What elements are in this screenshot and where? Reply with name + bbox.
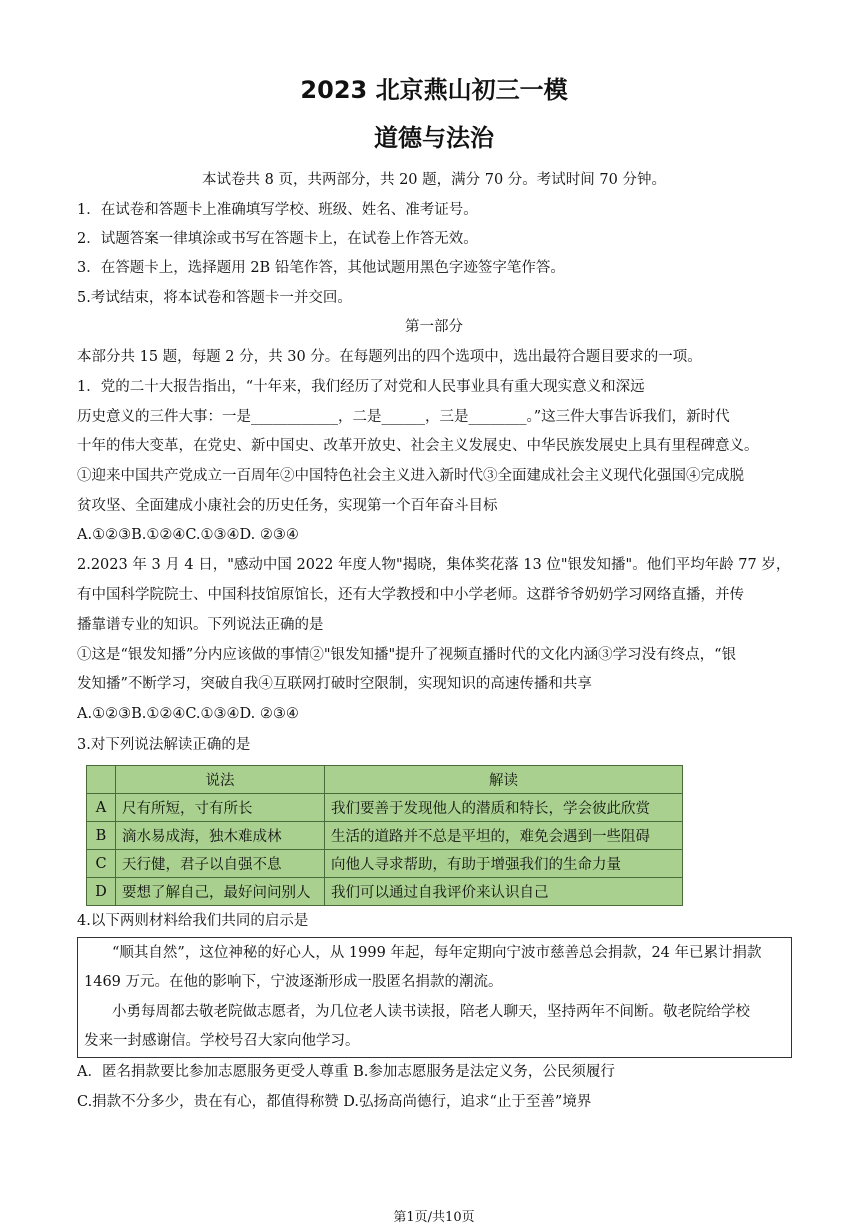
exam-title: 2023 北京燕山初三一模 (300, 76, 568, 104)
q2-line: ①这是“银发知播”分内应该做的事情②"银发知播"提升了视频直播时代的文化内涵③学习没有终点，“银 (77, 647, 737, 663)
material-line: 发来一封感谢信。学校号召大家向他学习。 (84, 1033, 360, 1049)
note-1: 1．在试卷和答题卡上准确填写学校、班级、姓名、准考证号。 (77, 202, 478, 218)
part-instruction: 本部分共 15 题，每题 2 分，共 30 分。在每题列出的四个选项中，选出最符合题目要求的一项。 (77, 349, 702, 365)
q1-line: 贫攻坚、全面建成小康社会的历史任务，实现第一个百年奋斗目标 (77, 498, 498, 514)
row-reading: 向他人寻求帮助，有助于增强我们的生命力量 (325, 850, 683, 878)
q1-line: 1．党的二十大报告指出，“十年来，我们经历了对党和人民事业具有重大现实意义和深远 (77, 379, 645, 395)
q2-line: 有中国科学院院士、中国科技馆原馆长，还有大学教授和中小学老师。这群爷爷奶奶学习网络直播，并传 (77, 587, 744, 603)
q4-options: A．匿名捐款要比参加志愿服务更受人尊重 B.参加志愿服务是法定义务，公民须履行 (77, 1064, 615, 1080)
table-row (87, 878, 683, 906)
page-number: 第1页/共10页 (393, 1210, 475, 1225)
q3-stem: 3.对下列说法解读正确的是 (77, 737, 251, 753)
q1-options: A.①②③B.①②④C.①③④D. ②③④ (77, 527, 299, 543)
row-key: D (87, 878, 116, 906)
note-2: 2．试题答案一律填涂或书写在答题卡上，在试卷上作答无效。 (77, 231, 478, 247)
note-5: 5.考试结束，将本试卷和答题卡一并交回。 (77, 290, 352, 306)
q2-line: 2.2023 年 3 月 4 日，"感动中国 2022 年度人物"揭晓，集体奖花落 13 位"银发知播"。他们平均年龄 77 岁， (77, 557, 791, 573)
table-row (87, 794, 683, 822)
q1-line: ①迎来中国共产党成立一百周年②中国特色社会主义进入新时代③全面建成社会主义现代化强国④完成脱 (77, 468, 744, 484)
row-reading: 我们可以通过自我评价来认识自己 (325, 878, 683, 906)
part-heading: 第一部分 (405, 319, 463, 335)
row-reading: 生活的道路并不总是平坦的，难免会遇到一些阻碍 (325, 822, 683, 850)
material-line: 1469 万元。在他的影响下，宁波逐渐形成一股匿名捐款的潮流。 (84, 974, 503, 990)
material-line: 小勇每周都去敬老院做志愿者，为几位老人读书读报，陪老人聊天，坚持两年不间断。敬老院给学校 (112, 1004, 750, 1020)
q2-line: 发知播”不断学习，突破自我④互联网打破时空限制，实现知识的高速传播和共享 (77, 676, 592, 692)
table-header-saying: 说法 (116, 766, 325, 794)
table-header-key (87, 766, 116, 794)
row-key: C (87, 850, 116, 878)
table-header-row (87, 766, 683, 794)
table-row (87, 822, 683, 850)
row-key: A (87, 794, 116, 822)
row-saying: 滴水易成海，独木难成林 (116, 822, 325, 850)
exam-summary: 本试卷共 8 页，共两部分，共 20 题，满分 70 分。考试时间 70 分钟。 (202, 172, 666, 188)
row-saying: 要想了解自己，最好问问别人 (116, 878, 325, 906)
q1-line: 历史意义的三件大事：一是____________，二是______，三是________。”这三件大事告诉我们，新时代 (77, 409, 730, 425)
row-saying: 尺有所短，寸有所长 (116, 794, 325, 822)
q4-material-box (77, 937, 792, 1058)
q4-options: C.捐款不分多少，贵在有心，都值得称赞 D.弘扬高尚德行，追求“止于至善”境界 (77, 1094, 592, 1110)
row-reading: 我们要善于发现他人的潜质和特长，学会彼此欣赏 (325, 794, 683, 822)
q2-line: 播靠谱专业的知识。下列说法正确的是 (77, 617, 324, 633)
table-header-reading: 解读 (325, 766, 683, 794)
q4-stem: 4.以下两则材料给我们共同的启示是 (77, 913, 309, 929)
q1-line: 十年的伟大变革，在党史、新中国史、改革开放史、社会主义发展史、中华民族发展史上具有里程碑意义。 (77, 438, 759, 454)
subject-title: 道德与法治 (374, 124, 494, 152)
table-row (87, 850, 683, 878)
row-key: B (87, 822, 116, 850)
note-3: 3．在答题卡上，选择题用 2B 铅笔作答，其他试题用黑色字迹签字笔作答。 (77, 260, 565, 276)
q2-options: A.①②③B.①②④C.①③④D. ②③④ (77, 706, 299, 722)
material-line: “顺其自然”，这位神秘的好心人，从 1999 年起，每年定期向宁波市慈善总会捐款，24 年已累计捐款 (112, 945, 762, 961)
row-saying: 天行健，君子以自强不息 (116, 850, 325, 878)
q3-table (86, 765, 683, 906)
